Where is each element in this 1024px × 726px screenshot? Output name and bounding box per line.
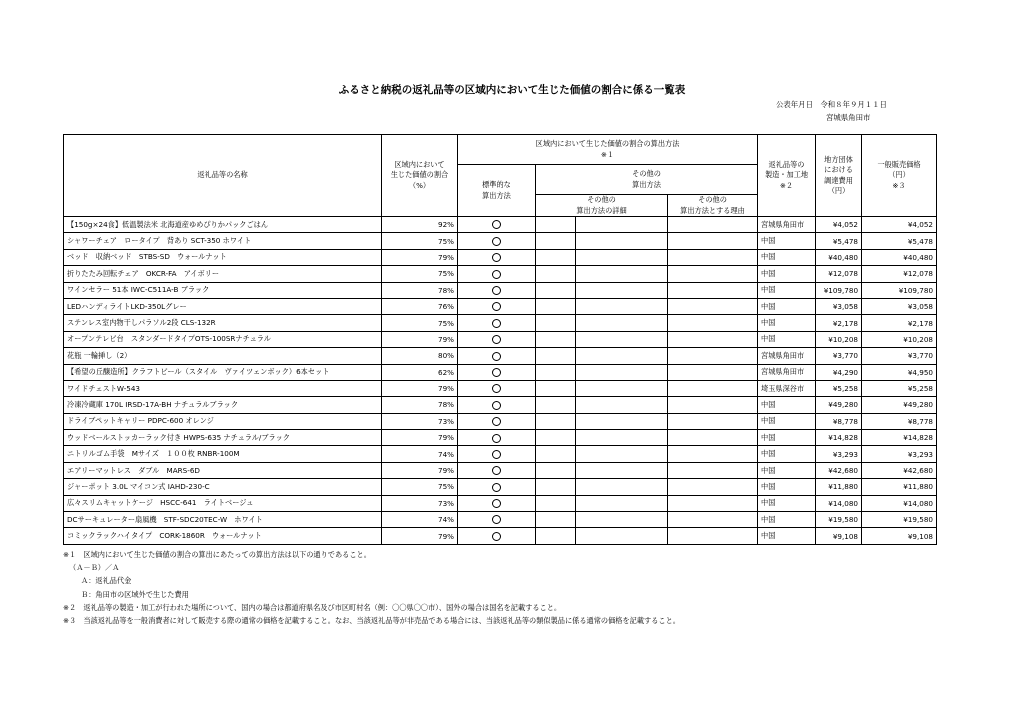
cell-ratio: 92%: [382, 217, 458, 233]
cell-other-a: [536, 397, 576, 413]
note-a: Ａ：返礼品代金: [81, 576, 132, 586]
published-date-line: [776, 99, 887, 110]
header-standard: 標準的な 算出方法: [458, 165, 536, 217]
cell-ratio: 79%: [382, 528, 458, 544]
cell-other-reason: [668, 397, 758, 413]
cell-other-a: [536, 249, 576, 265]
note-formula: （Ａ－Ｂ）／Ａ: [69, 563, 120, 573]
cell-standard: [458, 298, 536, 314]
cell-standard: [458, 233, 536, 249]
cell-other-a: [536, 282, 576, 298]
cell-cost: ¥3,058: [816, 298, 862, 314]
cell-origin: 中国: [758, 462, 816, 478]
cell-ratio: 73%: [382, 495, 458, 511]
cell-other-detail: [576, 331, 668, 347]
circle-mark-icon: [492, 515, 501, 524]
cell-name: 【希望の丘醸造所】クラフトビール（スタイル ヴァイツェンボック）6本セット: [64, 364, 382, 380]
cell-cost: ¥11,880: [816, 479, 862, 495]
footnotes: [63, 548, 680, 627]
cell-other-a: [536, 446, 576, 462]
cell-standard: [458, 446, 536, 462]
page-title: ふるさと納税の返礼品等の区域内において生じた価値の割合に係る一覧表: [338, 84, 686, 96]
cell-ratio: 75%: [382, 233, 458, 249]
circle-mark-icon: [492, 352, 501, 361]
cell-other-a: [536, 364, 576, 380]
cell-other-detail: [576, 479, 668, 495]
cell-origin: 中国: [758, 495, 816, 511]
cell-other-detail: [576, 282, 668, 298]
cell-name: ニトリルゴム手袋 Mサイズ １００枚 RNBR-100M: [64, 446, 382, 462]
cell-other-detail: [576, 413, 668, 429]
table-row: [64, 528, 937, 544]
cell-name: 冷凍冷蔵庫 170L IRSD-17A-BH ナチュラルブラック: [64, 397, 382, 413]
cell-other-detail: [576, 495, 668, 511]
cell-retail: ¥14,828: [862, 430, 937, 446]
cell-ratio: 74%: [382, 446, 458, 462]
cell-other-a: [536, 315, 576, 331]
circle-mark-icon: [492, 450, 501, 459]
cell-other-reason: [668, 462, 758, 478]
cell-name: ベッド 収納ベッド STBS-SD ウォールナット: [64, 249, 382, 265]
cell-origin: 中国: [758, 315, 816, 331]
cell-name: DCサーキュレーター扇風機 STF-SDC20TEC-W ホワイト: [64, 512, 382, 528]
circle-mark-icon: [492, 335, 501, 344]
circle-mark-icon: [492, 401, 501, 410]
cell-other-detail: [576, 315, 668, 331]
cell-name: LEDハンディライトLKD-350Lグレー: [64, 298, 382, 314]
cell-name: 花瓶 一輪挿し（2）: [64, 348, 382, 364]
header-method-group: 区域内において生じた価値の割合の算出方法 ※１: [458, 135, 758, 165]
cell-ratio: 62%: [382, 364, 458, 380]
cell-ratio: 79%: [382, 462, 458, 478]
cell-cost: ¥109,780: [816, 282, 862, 298]
cell-other-detail: [576, 266, 668, 282]
cell-retail: ¥4,052: [862, 217, 937, 233]
cell-standard: [458, 315, 536, 331]
circle-mark-icon: [492, 302, 501, 311]
cell-other-detail: [576, 217, 668, 233]
cell-name: ワイドチェストW-543: [64, 380, 382, 396]
cell-ratio: 80%: [382, 348, 458, 364]
cell-retail: ¥19,580: [862, 512, 937, 528]
cell-standard: [458, 249, 536, 265]
cell-other-detail: [576, 298, 668, 314]
cell-other-detail: [576, 380, 668, 396]
table-row: [64, 512, 937, 528]
cell-cost: ¥2,178: [816, 315, 862, 331]
cell-retail: ¥10,208: [862, 331, 937, 347]
cell-name: 広々スリムキャットケージ HSCC-641 ライトベージュ: [64, 495, 382, 511]
circle-mark-icon: [492, 483, 501, 492]
cell-other-reason: [668, 380, 758, 396]
cell-other-detail: [576, 233, 668, 249]
cell-standard: [458, 348, 536, 364]
circle-mark-icon: [492, 384, 501, 393]
cell-ratio: 75%: [382, 479, 458, 495]
note-2: ※２ 返礼品等の製造・加工が行われた場所について、国内の場合は都道府県名及び市区町村名（例：〇〇県〇〇市）、国外の場合は国名を記載すること。: [63, 602, 562, 612]
cell-cost: ¥4,052: [816, 217, 862, 233]
cell-other-a: [536, 233, 576, 249]
note-1: ※１ 区域内において生じた価値の割合の算出にあたっての算出方法は以下の通りであること。: [63, 550, 371, 559]
cell-cost: ¥19,580: [816, 512, 862, 528]
cell-other-reason: [668, 282, 758, 298]
circle-mark-icon: [492, 466, 501, 475]
cell-other-reason: [668, 495, 758, 511]
cell-standard: [458, 266, 536, 282]
cell-retail: ¥4,950: [862, 364, 937, 380]
cell-other-detail: [576, 364, 668, 380]
cell-ratio: 79%: [382, 331, 458, 347]
note-3: ※３ 当該返礼品等を一般消費者に対して販売する際の通常の価格を記載すること。なお、当該返礼品等が非売品である場合には、当該返礼品等の類似製品に係る通常の価格を記載すること。: [63, 616, 680, 626]
table-row: [64, 217, 937, 233]
cell-name: ドライブペットキャリー PDPC-600 オレンジ: [64, 413, 382, 429]
cell-other-reason: [668, 512, 758, 528]
cell-other-reason: [668, 266, 758, 282]
cell-cost: ¥5,258: [816, 380, 862, 396]
cell-ratio: 76%: [382, 298, 458, 314]
cell-other-reason: [668, 331, 758, 347]
cell-origin: 中国: [758, 249, 816, 265]
circle-mark-icon: [492, 417, 501, 426]
cell-other-detail: [576, 512, 668, 528]
cell-ratio: 79%: [382, 430, 458, 446]
header-cost: 地方団体 における 調達費用 （円）: [816, 135, 862, 217]
cell-cost: ¥5,478: [816, 233, 862, 249]
circle-mark-icon: [492, 499, 501, 508]
cell-other-detail: [576, 528, 668, 544]
cell-name: オープンテレビ台 スタンダードタイプOTS-100SRナチュラル: [64, 331, 382, 347]
cell-retail: ¥42,680: [862, 462, 937, 478]
note-b: Ｂ：角田市の区域外で生じた費用: [81, 589, 189, 599]
cell-ratio: 75%: [382, 266, 458, 282]
cell-other-a: [536, 495, 576, 511]
cell-other-reason: [668, 446, 758, 462]
cell-standard: [458, 397, 536, 413]
header-ratio: 区域内において 生じた価値の割合 （%）: [382, 135, 458, 217]
cell-ratio: 79%: [382, 249, 458, 265]
cell-ratio: 78%: [382, 397, 458, 413]
table-row: [64, 298, 937, 314]
cell-name: エアリーマットレス ダブル MARS-6D: [64, 462, 382, 478]
cell-origin: 中国: [758, 446, 816, 462]
table-row: [64, 413, 937, 429]
cell-retail: ¥3,770: [862, 348, 937, 364]
cell-other-a: [536, 380, 576, 396]
cell-standard: [458, 479, 536, 495]
cell-other-reason: [668, 364, 758, 380]
table-row: [64, 282, 937, 298]
cell-ratio: 79%: [382, 380, 458, 396]
published-date: 令和８年９月１１日: [820, 100, 887, 109]
cell-retail: ¥2,178: [862, 315, 937, 331]
header-name: 返礼品等の名称: [64, 135, 382, 217]
cell-other-a: [536, 462, 576, 478]
cell-standard: [458, 528, 536, 544]
cell-origin: 中国: [758, 282, 816, 298]
header-other-group: その他の 算出方法: [536, 165, 758, 195]
cell-origin: 中国: [758, 479, 816, 495]
cell-standard: [458, 512, 536, 528]
cell-other-reason: [668, 348, 758, 364]
header-origin: 返礼品等の 製造・加工地 ※２: [758, 135, 816, 217]
cell-cost: ¥9,108: [816, 528, 862, 544]
cell-cost: ¥3,293: [816, 446, 862, 462]
cell-origin: 中国: [758, 528, 816, 544]
cell-standard: [458, 495, 536, 511]
table-row: [64, 249, 937, 265]
cell-other-detail: [576, 397, 668, 413]
cell-standard: [458, 282, 536, 298]
cell-standard: [458, 364, 536, 380]
cell-other-a: [536, 512, 576, 528]
cell-standard: [458, 331, 536, 347]
table-row: [64, 315, 937, 331]
cell-other-detail: [576, 348, 668, 364]
cell-standard: [458, 462, 536, 478]
cell-other-reason: [668, 298, 758, 314]
header-retail: 一般販売価格 （円） ※３: [862, 135, 937, 217]
cell-name: ジャーポット 3.0L マイコン式 IAHD-230-C: [64, 479, 382, 495]
circle-mark-icon: [492, 237, 501, 246]
circle-mark-icon: [492, 434, 501, 443]
cell-cost: ¥10,208: [816, 331, 862, 347]
cell-name: 【150g×24食】低温製法米 北海道産ゆめぴりかパックごはん: [64, 217, 382, 233]
cell-retail: ¥5,478: [862, 233, 937, 249]
circle-mark-icon: [492, 319, 501, 328]
circle-mark-icon: [492, 253, 501, 262]
cell-name: シャワーチェア ロータイプ 背あり SCT-350 ホワイト: [64, 233, 382, 249]
cell-ratio: 73%: [382, 413, 458, 429]
table-row: [64, 380, 937, 396]
cell-other-a: [536, 217, 576, 233]
cell-origin: 中国: [758, 512, 816, 528]
cell-cost: ¥49,280: [816, 397, 862, 413]
cell-retail: ¥40,480: [862, 249, 937, 265]
header-other-reason: その他の 算出方法とする理由: [668, 195, 758, 217]
cell-standard: [458, 413, 536, 429]
cell-standard: [458, 380, 536, 396]
cell-other-reason: [668, 249, 758, 265]
cell-origin: 中国: [758, 397, 816, 413]
cell-cost: ¥14,828: [816, 430, 862, 446]
circle-mark-icon: [492, 532, 501, 541]
cell-other-a: [536, 348, 576, 364]
circle-mark-icon: [492, 286, 501, 295]
table-row: [64, 462, 937, 478]
cell-other-a: [536, 430, 576, 446]
cell-retail: ¥3,058: [862, 298, 937, 314]
cell-cost: ¥8,778: [816, 413, 862, 429]
cell-cost: ¥14,080: [816, 495, 862, 511]
cell-retail: ¥12,078: [862, 266, 937, 282]
cell-retail: ¥109,780: [862, 282, 937, 298]
cell-cost: ¥3,770: [816, 348, 862, 364]
cell-retail: ¥5,258: [862, 380, 937, 396]
cell-other-a: [536, 528, 576, 544]
cell-origin: 中国: [758, 430, 816, 446]
cell-cost: ¥12,078: [816, 266, 862, 282]
municipality-name: 宮城県角田市: [826, 113, 871, 122]
cell-retail: ¥8,778: [862, 413, 937, 429]
cell-origin: 中国: [758, 298, 816, 314]
cell-cost: ¥40,480: [816, 249, 862, 265]
cell-origin: 中国: [758, 266, 816, 282]
cell-other-reason: [668, 528, 758, 544]
cell-other-reason: [668, 233, 758, 249]
cell-other-reason: [668, 479, 758, 495]
cell-name: ウッドベールストッカーラック付き HWPS-635 ナチュラル/ブラック: [64, 430, 382, 446]
cell-ratio: 75%: [382, 315, 458, 331]
cell-other-a: [536, 413, 576, 429]
cell-other-a: [536, 298, 576, 314]
cell-other-reason: [668, 413, 758, 429]
table-row: [64, 348, 937, 364]
header-other-detail: その他の 算出方法の詳細: [536, 195, 668, 217]
cell-origin: 中国: [758, 331, 816, 347]
circle-mark-icon: [492, 270, 501, 279]
cell-other-detail: [576, 446, 668, 462]
table-row: [64, 446, 937, 462]
cell-other-reason: [668, 217, 758, 233]
cell-retail: ¥9,108: [862, 528, 937, 544]
cell-other-detail: [576, 462, 668, 478]
table-row: [64, 479, 937, 495]
cell-other-reason: [668, 430, 758, 446]
cell-origin: 宮城県角田市: [758, 348, 816, 364]
table-row: [64, 331, 937, 347]
cell-retail: ¥14,080: [862, 495, 937, 511]
table-row: [64, 233, 937, 249]
cell-origin: 中国: [758, 233, 816, 249]
cell-cost: ¥4,290: [816, 364, 862, 380]
cell-cost: ¥42,680: [816, 462, 862, 478]
table-row: [64, 266, 937, 282]
cell-name: 折りたたみ回転チェア OKCR-FA アイボリー: [64, 266, 382, 282]
circle-mark-icon: [492, 368, 501, 377]
cell-ratio: 78%: [382, 282, 458, 298]
cell-standard: [458, 217, 536, 233]
cell-other-detail: [576, 249, 668, 265]
cell-other-detail: [576, 430, 668, 446]
circle-mark-icon: [492, 220, 501, 229]
cell-origin: 宮城県角田市: [758, 364, 816, 380]
cell-origin: 中国: [758, 413, 816, 429]
cell-retail: ¥11,880: [862, 479, 937, 495]
cell-name: コミックラックハイタイプ CORK-1860R ウォールナット: [64, 528, 382, 544]
table-row: [64, 430, 937, 446]
cell-origin: 埼玉県深谷市: [758, 380, 816, 396]
cell-name: ワインセラー 51本 IWC-C511A-B ブラック: [64, 282, 382, 298]
cell-origin: 宮城県角田市: [758, 217, 816, 233]
cell-other-a: [536, 479, 576, 495]
cell-other-a: [536, 331, 576, 347]
published-label: 公表年月日: [776, 100, 813, 109]
cell-other-a: [536, 266, 576, 282]
return-gift-table: [63, 134, 937, 545]
cell-name: ステンレス室内物干しパラソル2段 CLS-132R: [64, 315, 382, 331]
cell-standard: [458, 430, 536, 446]
cell-retail: ¥49,280: [862, 397, 937, 413]
cell-other-reason: [668, 315, 758, 331]
table-row: [64, 495, 937, 511]
cell-retail: ¥3,293: [862, 446, 937, 462]
table-row: [64, 364, 937, 380]
cell-ratio: 74%: [382, 512, 458, 528]
table-row: [64, 397, 937, 413]
